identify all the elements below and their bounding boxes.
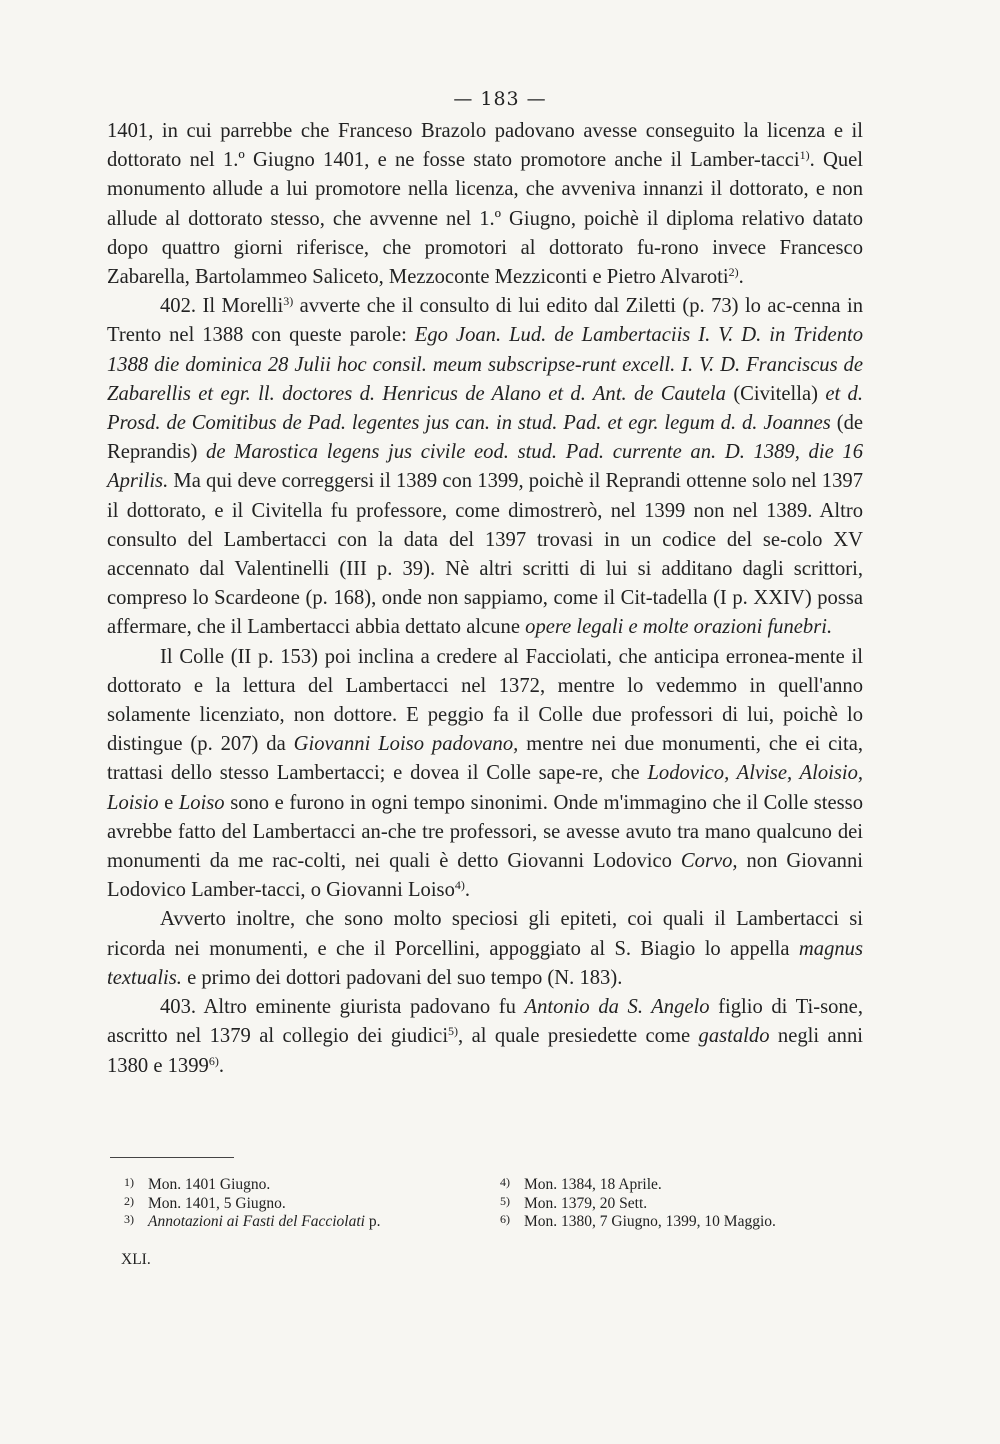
- footnote: 3) Annotazioni ai Fasti del Facciolati p.: [124, 1212, 381, 1230]
- footnote: 1) Mon. 1401 Giugno.: [124, 1175, 271, 1193]
- paragraph: Avverto inoltre, che sono molto speciosi gli epiteti, coi quali il Lambertacci si ricorda nei monumenti, e che il Porcellini, appoggiato al S. Biagio lo appella magnus textualis. e primo dei dottori padovani del suo tempo (N. 183).: [107, 908, 863, 989]
- footnote-ref: 4): [454, 878, 465, 893]
- footnote: 5) Mon. 1379, 20 Sett.: [500, 1193, 648, 1212]
- footnote: 6) Mon. 1380, 7 Giugno, 1399, 10 Maggio.: [500, 1212, 776, 1230]
- footnote-ref: 3): [283, 294, 294, 309]
- footnote: 2) Mon. 1401, 5 Giugno.: [124, 1193, 286, 1212]
- latin-quote: et d. Prosd. de Comitibus de Pad. legentes jus can. in stud. Pad. et egr. legum d. d. Joannes: [107, 382, 863, 435]
- footnotes-left: [124, 1175, 478, 1232]
- footnote-ref: 2): [728, 265, 739, 280]
- footnote-ref: 1): [799, 148, 810, 163]
- paragraph: 403. Altro eminente giurista padovano fu Antonio da S. Angelo figlio di Ti-sone, ascritto nel 1379 al collegio dei giudici$^{5)}$, al quale presiedette come gastaldo negli anni 1380 e 1399$^{6)}$.: [107, 996, 863, 1077]
- footnotes-right: [500, 1175, 884, 1232]
- footnote-ref: 6): [208, 1053, 219, 1068]
- paragraph: Il Colle (II p. 153) poi inclina a credere al Facciolati, che anticipa erronea-mente il dottorato e la lettura del Lambertacci nel 1372, mentre lo vedemmo in quell'anno solamente licenziato, non dottore. E peggio fa il Colle due professori di lui, poichè lo distingue (p. 207) da Giovanni Loiso padovano, mentre nei due monumenti, che ei cita, trattasi dello stesso Lambertacci; e dovea il Colle sape-re, che Lodovico, Alvise, Aloisio, Loisio e Loiso sono e furono in ogni tempo sinonimi. Onde m'immagino che il Colle stesso avrebbe fatto del Lambertacci an-che tre professori, se avesse avuto tra mano qualcuno dei monumenti da me rac-colti, nei quali è detto Giovanni Lodovico Corvo, non Giovanni Lodovico Lamber-tacci, o Giovanni Loiso$^{4)}$.: [107, 645, 864, 902]
- footnote-ref: 5): [448, 1024, 459, 1039]
- footnote: 4) Mon. 1384, 18 Aprile.: [500, 1175, 662, 1193]
- footnote-continuation: XLI.: [121, 1251, 151, 1268]
- footnote-divider: [110, 1157, 234, 1158]
- paragraph: 402. Il Morelli$^{3)}$ avverte che il consulto di lui edito dal Ziletti (p. 73) lo ac-cenna in Trento nel 1388 con queste parole: Ego Joan. Lud. de Lambertaciis I. V. D. in Tridento 1388 die dominica 28 Julii hoc consil. meum subscripse-runt excell. I. V. D. Franciscus de Zabarellis et egr. ll. doctores d. Henricus de Alano et d. Ant. de Cautela (Civitella) et d. Prosd. de Comitibus de Pad. legentes jus can. in stud. Pad. et egr. legum d. d. Joannes (de Reprandis) de Marostica legens jus civile eod. stud. Pad. currente an. D. 1389, die 16 Aprilis. Ma qui deve correggersi il 1389 con 1399, poichè il Reprandi ottenne solo nel 1397 il dottorato, e il Civitella fu professore, come dimostrerò, nel 1399 non nel 1389. Altro consulto del Lambertacci con la data del 1397 trovasi in un codice del se-colo XV accennato dal Valentinelli (III p. 39). Nè altri scritti di lui si additano dagli scrittori, compreso lo Scardeone (p. 168), onde non sappiamo, come il Cit-tadella (I p. XXIV) possa affermare, che il Lambertacci abbia dettato alcune opere legali e molte orazioni funebri.: [107, 294, 864, 639]
- main-text: [107, 117, 863, 1081]
- latin-quote: Ego Joan. Lud. de Lambertaciis I. V. D. in Tridento 1388 die dominica 28 Julii hoc consil. meum subscripse-runt excell. I. V. D. Franciscus de Zabarellis et egr. ll. doctores d. Henricus de Alano et d. Ant. de Cautela: [107, 324, 864, 405]
- italic-phrase: opere legali e molte orazioni funebri.: [525, 616, 833, 639]
- latin-quote: de Marostica legens jus civile eod. stud. Pad. currente an. D. 1389, die 16 Aprilis.: [107, 441, 863, 493]
- page-number: — 183 —: [453, 88, 547, 110]
- paragraph: 1401, in cui parrebbe che Franceso Brazolo padovano avesse conseguito la licenza e il dottorato nel 1.º Giugno 1401, e ne fosse stato promotore anche il Lamber-tacci$^{1)}$. Quel monumento allude a lui promotore nella licenza, che avveniva innanzi il dottorato, e non allude al dottorato stesso, che avvenne nel 1.º Giugno, poichè il diploma relativo datato dopo quattro giorni riferisce, che promotori al dottorato fu-rono invece Francesco Zabarella, Bartolammeo Saliceto, Mezzoconte Mezziconti e Pietro Alvaroti$^{2)}$.: [107, 120, 864, 289]
